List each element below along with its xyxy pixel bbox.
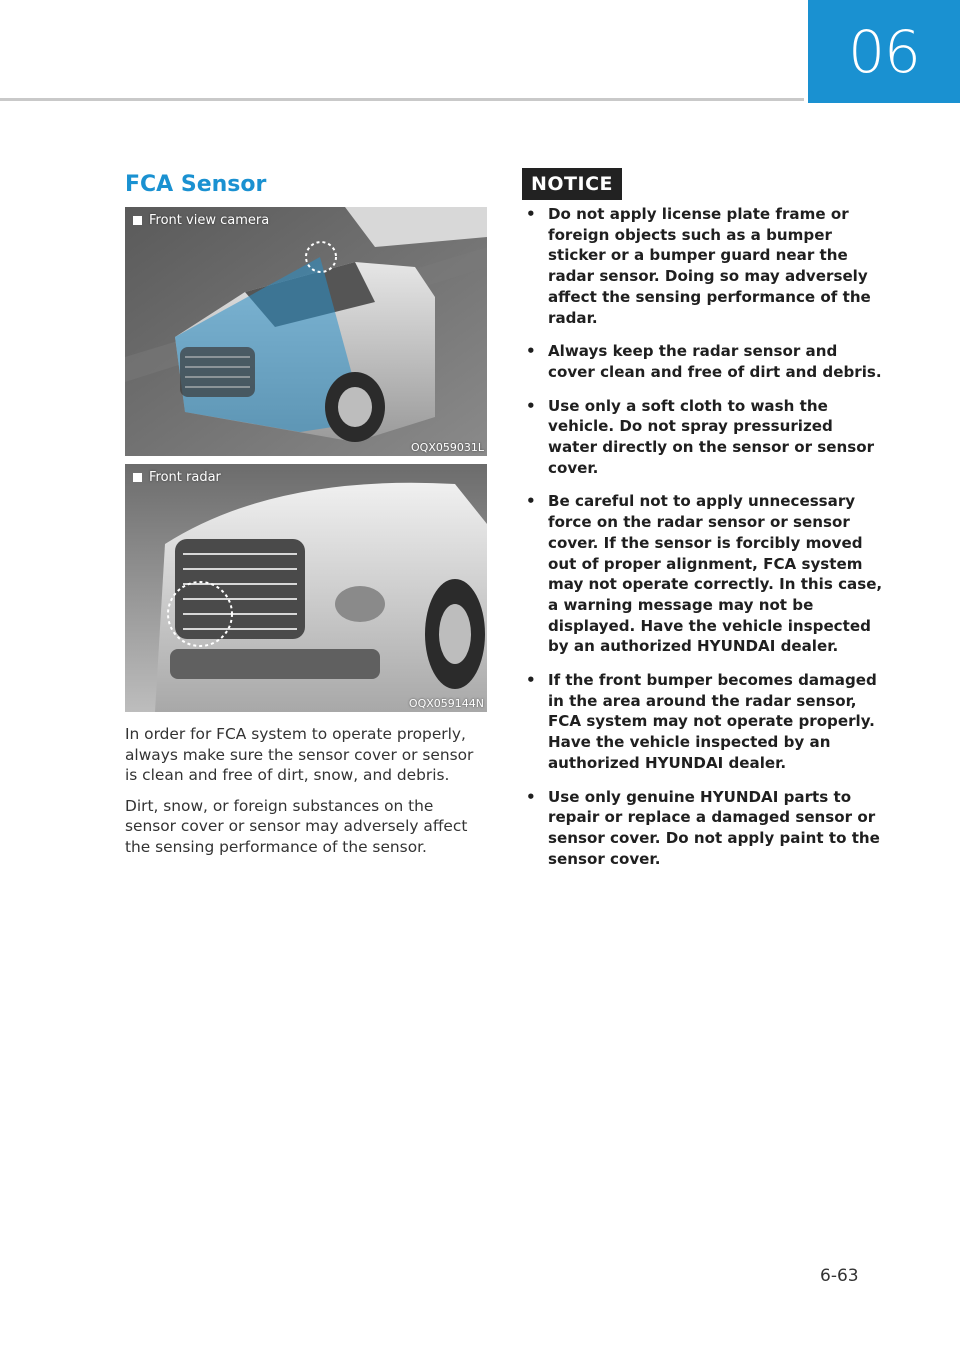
bullet-icon: • <box>526 205 536 223</box>
figure-caption-text: Front radar <box>149 470 221 485</box>
bullet-icon: • <box>526 671 536 690</box>
square-icon <box>133 216 142 225</box>
section-title: FCA Sensor <box>125 172 267 197</box>
square-icon <box>133 473 142 482</box>
notice-item-text: Be careful not to apply unnecessary force on the radar sensor or sensor cover. If the sensor is forcibly moved out of proper alignment, FCA system may not operate correctly. In this case, a warning message may not be displayed. Have the vehicle inspected by an authorized HYUNDAI dealer. <box>548 492 883 656</box>
figure-code: OQX059031L <box>411 441 484 454</box>
notice-item <box>524 787 886 870</box>
figure-caption-text: Front view camera <box>149 213 270 228</box>
body-paragraph: Dirt, snow, or foreign substances on the sensor cover or sensor may adversely affect the sensing performance of the sensor. <box>125 796 468 856</box>
figure-code: OQX059144N <box>408 697 484 710</box>
notice-item-text: Do not apply license plate frame or foreign objects such as a bumper sticker or a bumper guard near the radar sensor. Doing so may adversely affect the sensing performance of the radar. <box>548 205 871 327</box>
notice-item <box>524 396 886 479</box>
bullet-icon: • <box>526 396 536 415</box>
notice-item <box>524 670 886 774</box>
bullet-icon: • <box>526 787 536 806</box>
notice-item <box>524 491 886 657</box>
notice-item <box>524 204 886 328</box>
body-paragraph: In order for FCA system to operate properly, always make sure the sensor cover or sensor is clean and free of dirt, snow, and debris. <box>125 725 474 785</box>
bullet-icon: • <box>526 492 536 511</box>
header-rule <box>0 98 804 101</box>
notice-item-text: Always keep the radar sensor and cover clean and free of dirt and debris. <box>548 342 882 381</box>
figure-front-radar <box>125 464 487 712</box>
chapter-number: 06 <box>848 17 920 86</box>
notice-list <box>524 204 886 882</box>
notice-item-text: Use only genuine HYUNDAI parts to repair or replace a damaged sensor or sensor cover. Do not apply paint to the sensor cover. <box>548 787 880 868</box>
figure-caption <box>133 470 221 485</box>
page-number: 6-63 <box>820 1266 859 1286</box>
chapter-tab <box>808 0 960 103</box>
bullet-icon: • <box>526 342 536 361</box>
notice-item-text: Use only a soft cloth to wash the vehicle. Do not spray pressurized water directly on the sensor or sensor cover. <box>548 396 875 477</box>
car-camera-illustration <box>125 207 487 456</box>
body-text <box>125 724 487 868</box>
car-radar-illustration <box>125 464 487 712</box>
notice-label: NOTICE <box>522 168 622 200</box>
figure-caption <box>133 213 269 228</box>
figure-front-view-camera <box>125 207 487 456</box>
notice-item <box>524 341 886 382</box>
notice-item-text: If the front bumper becomes damaged in the area around the radar sensor, FCA system may not operate properly. Have the vehicle inspected by an authorized HYUNDAI dealer. <box>548 671 877 772</box>
